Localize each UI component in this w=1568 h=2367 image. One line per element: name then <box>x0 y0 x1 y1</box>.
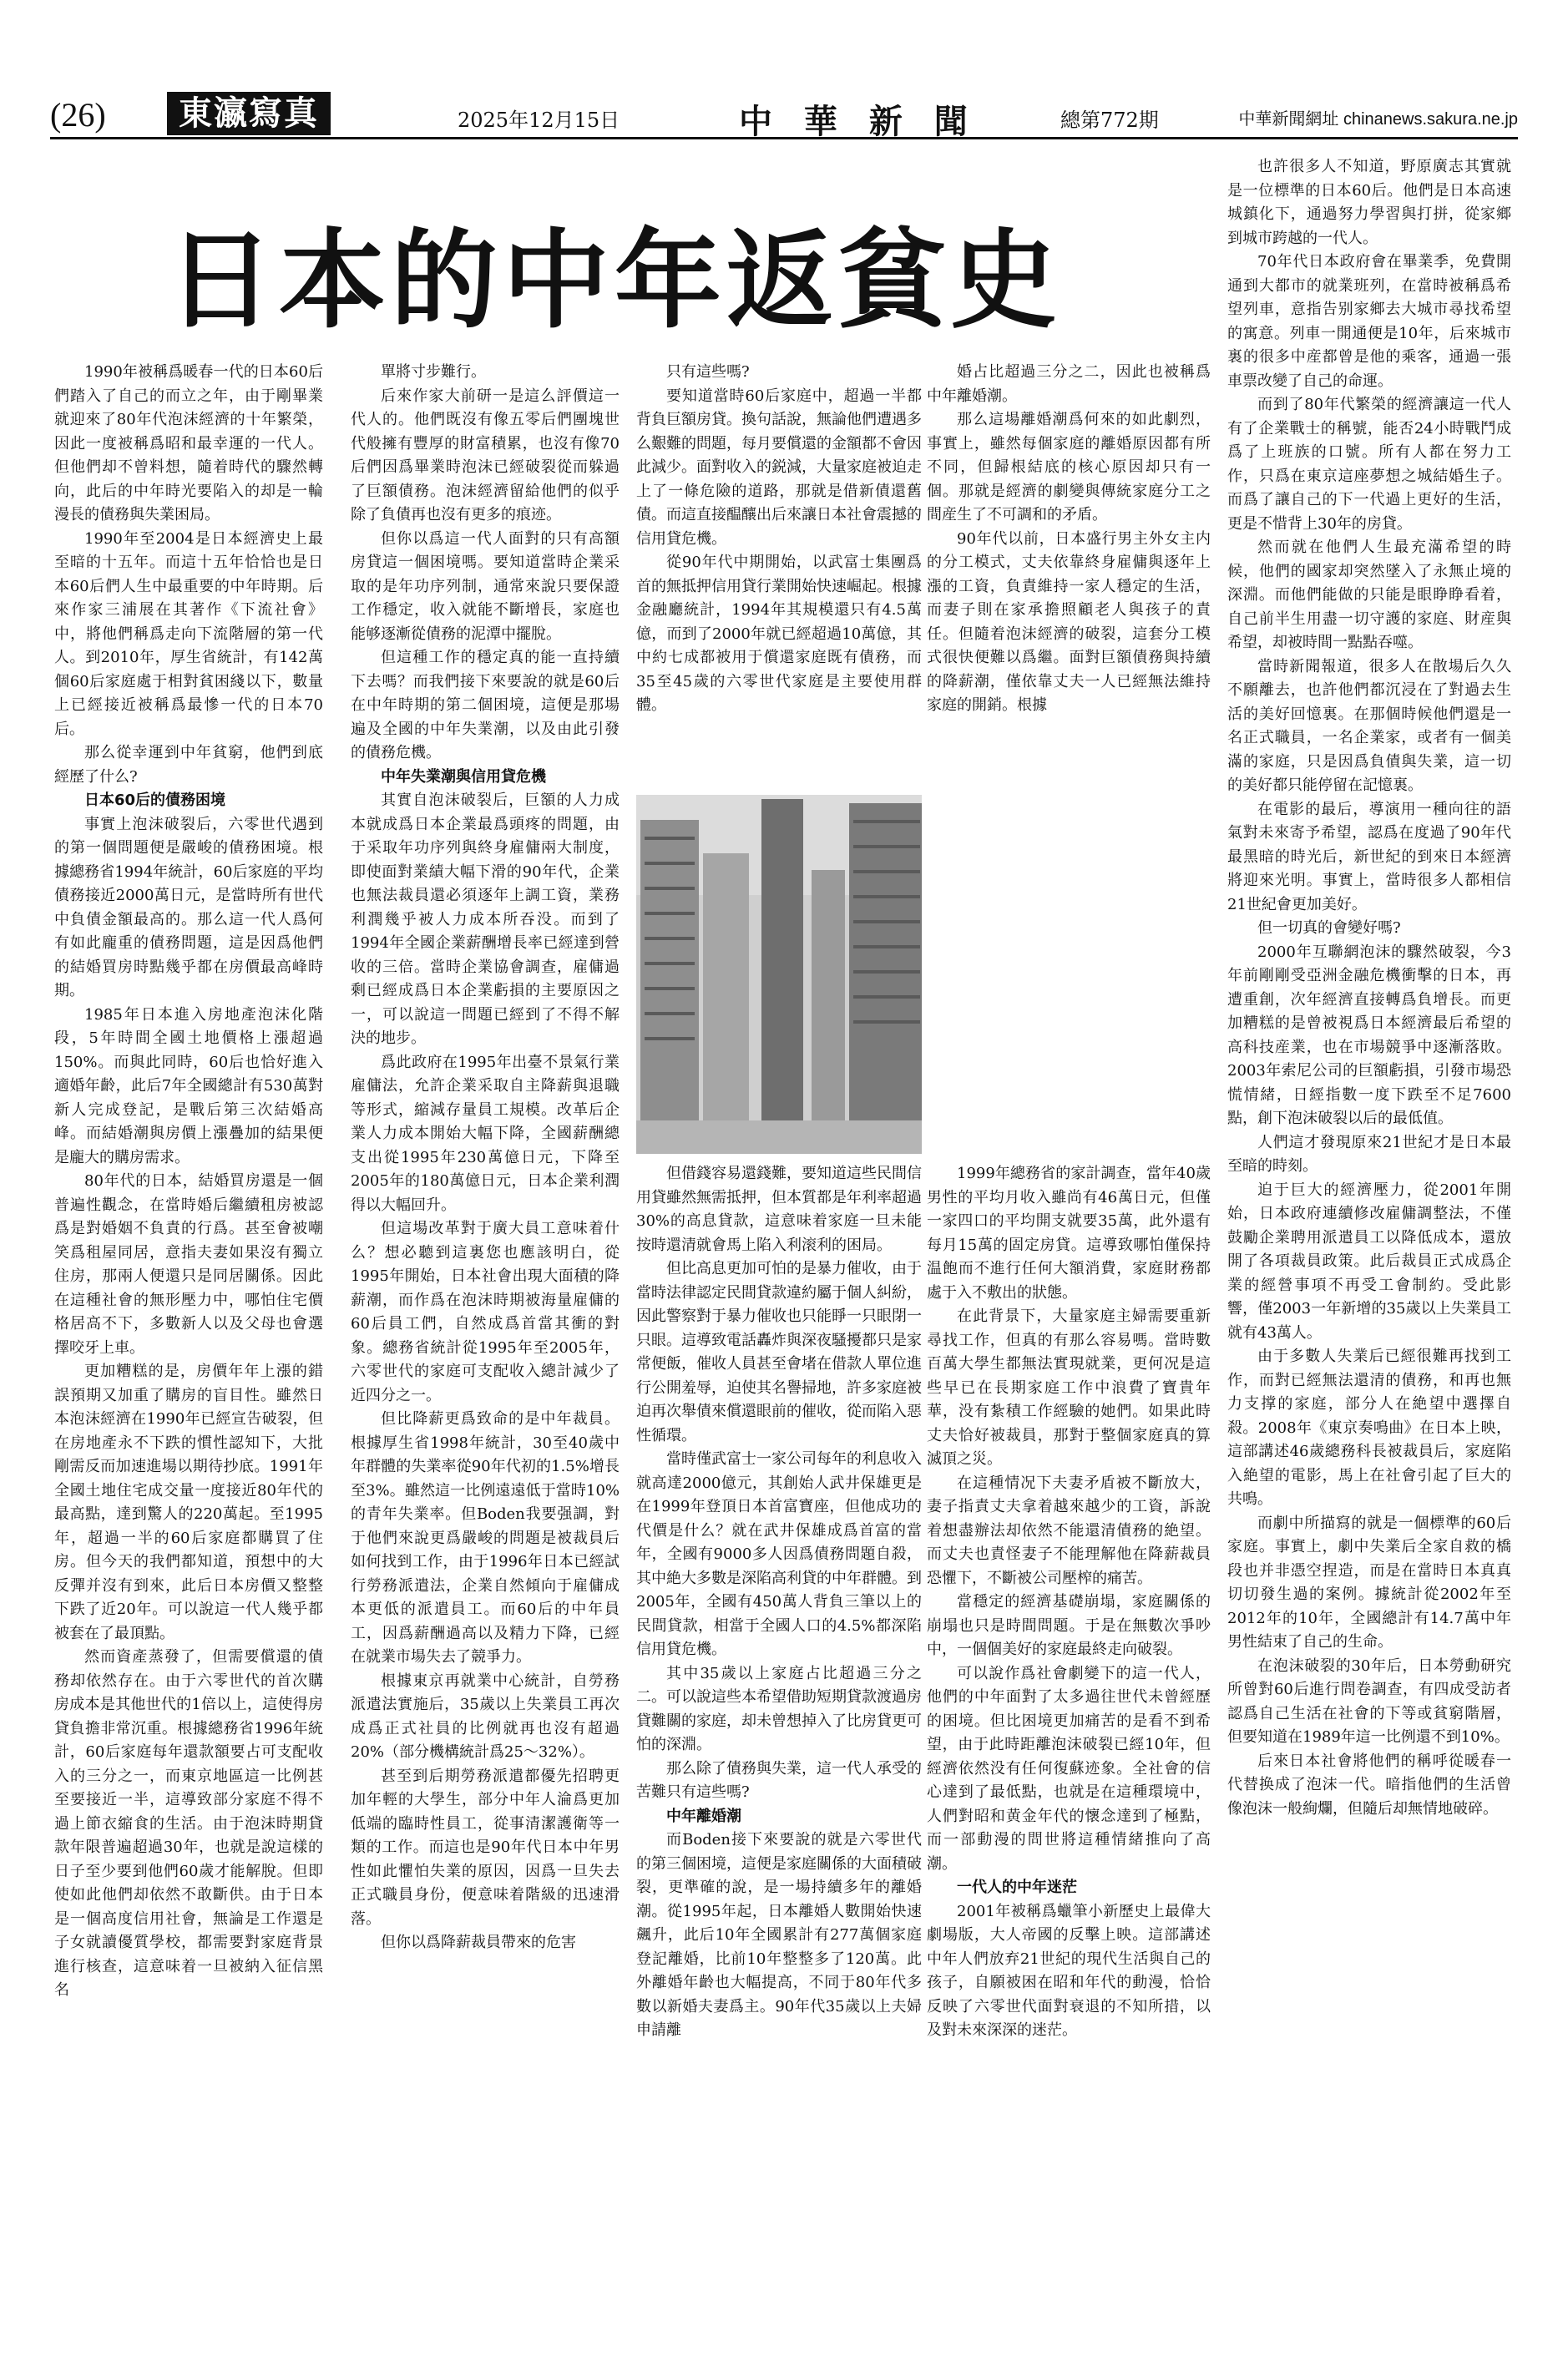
page-number: (26) <box>50 96 106 134</box>
paragraph: 事實上泡沫破裂后，六零世代遇到的第一個問題便是嚴峻的債務困境。根據總務省1994年統計，60后家庭的平均債務接近2000萬日元，是當時所有世代中負債金額最高的。那么這一代人爲何有如此龐重的債務問題，這是因爲他們的結婚買房時點幾乎都在房價最高峰時期。 <box>54 815 323 999</box>
masthead: 中 華 新 聞 <box>739 102 978 141</box>
paragraph: 那么從幸運到中年貧窮，他們到底經歷了什么? <box>54 744 323 786</box>
column-4-top <box>927 361 1211 791</box>
paragraph: 但你以爲這一代人面對的只有高額房貸這一個困境嗎。要知道當時企業采取的是年功序列制，通常來說只要保證工作穩定，收入就能不斷增長，家庭也能够逐漸從債務的泥潭中擺脫。 <box>351 529 620 643</box>
paragraph: 甚至到后期勞務派遣都優先招聘更加年輕的大學生，部分中年人淪爲更加低端的臨時性員工，從事清潔護衛等一類的工作。而這也是90年代日本中年男性如此懼怕失業的原因，因爲一旦失去正式職員身份，便意味着階級的迅速滑落。 <box>351 1767 620 1928</box>
paragraph: 1985年日本進入房地產泡沫化階段，5年時間全國土地價格上漲超過150%。而與此同時，60后也恰好進入適婚年齡，此后7年全國總計有530萬對新人完成登記，是戰后第三次結婚高峰。而結婚潮與房價上漲疊加的結果便是龐大的購房需求。 <box>54 1005 323 1166</box>
paragraph: 但一切真的會變好嗎? <box>1257 919 1401 937</box>
paragraph: 當時新聞報道，很多人在散場后久久不願離去，也許他們都沉浸在了對過去生活的美好回憶裏。在那個時候他們還是一名正式職員，一名企業家，或者有一個美滿的家庭，只是因爲負債與失業，這一切的美好都只能停留在記憶裏。 <box>1227 657 1511 794</box>
subheading-unemployment: 中年失業潮與信用貸危機 <box>381 767 546 786</box>
paragraph: 也許很多人不知道，野原廣志其實就是一位標準的日本60后。他們是日本高速城鎮化下，通過努力學習與打拼，從家鄉到城市跨越的一代人。 <box>1227 158 1511 247</box>
paragraph: 當時僅武富士一家公司每年的利息收入就高達2000億元，其創始人武井保雄更是在1999年登頂日本首富寶座，但他成功的代價是什么？就在武井保雄成爲首富的當年，全國有9000多人因爲債務問題自殺，其中絶大多數是深陷高利貸的中年群體。到2005年，全國有450萬人背負三筆以上的民間貸款，相當于全國人口的4.5%都深陷信用貸危機。 <box>636 1450 922 1658</box>
paragraph: 當穩定的經濟基礎崩塌，家庭關係的崩塌也只是時間問題。于是在無數次爭吵中，一個個美好的家庭最終走向破裂。 <box>927 1593 1211 1658</box>
paragraph: 在此背景下，大量家庭主婦需要重新尋找工作，但真的有那么容易嗎。當時數百萬大學生都無法實現就業，更何况是這些早已在長期家庭工作中浪費了寶貴年華，没有紮積工作經驗的她們。如果此時丈夫恰好被裁員，那對于整個家庭真的算滅頂之災。 <box>927 1307 1211 1468</box>
paragraph: 80年代的日本，結婚買房還是一個普遍性觀念，在當時婚后繼續租房被認爲是對婚姻不負責的行爲。甚至會被嘲笑爲租屋同居，意指夫妻如果沒有獨立住房，那兩人便還只是同居關係。因此在這種社會的無形壓力中，哪怕住宅價格居高不下，多數新人以及父母也會選擇咬牙上車。 <box>54 1172 323 1357</box>
paragraph: 然而就在他們人生最充滿希望的時候，他們的國家却突然墜入了永無止境的深淵。而他們能做的只能是眼睁睁看着，自己前半生用盡一切守護的家庭、財産與希望，却被時間一點點吞噬。 <box>1227 539 1511 651</box>
column-4-bottom <box>927 1162 1211 2296</box>
subheading-confusion: 一代人的中年迷茫 <box>957 1879 1077 1896</box>
paragraph: 而到了80年代繁榮的經濟讓這一代人有了企業戰士的稱號，能否24小時戰鬥成爲了上班族的口號。所有人都在努力工作，只爲在東京這座夢想之城結婚生子。而爲了讓自己的下一代過上更好的生活，更是不惜背上30年的房貸。 <box>1227 396 1511 533</box>
paragraph: 1990年被稱爲暖春一代的日本60后們踏入了自己的而立之年，由于剛畢業就迎來了80年代泡沫經濟的十年繁榮，因此一度被稱爲昭和最幸運的一代人。但他們却不曾料想，隨着時代的驟然轉向，此后的中年時光要陷入的却是一輪漫長的債務與失業困局。 <box>54 363 323 523</box>
paragraph: 但這種工作的穩定真的能一直持續下去嗎？而我們接下來要說的就是60后在中年時期的第二個困境，這便是那場遍及全國的中年失業潮，以及由此引發的債務危機。 <box>351 649 620 761</box>
paragraph: 但比高息更加可怕的是暴力催收，由于當時法律認定民間貸款違約屬于個人糾紛，因此警察對于暴力催收也只能睜一只眼閉一只眼。這導致電話轟炸與深夜騷擾都只是家常便飯，催收人員甚至會堵在借款人單位進行公開羞辱，迫使其名譽掃地，許多家庭被迫再次舉債來償還眼前的催收，從而陷入惡性循環。 <box>636 1260 922 1444</box>
website: 中華新聞網址 chinanews.sakura.ne.jp <box>1238 110 1518 129</box>
paragraph: 那么除了債務與失業，這一代人承受的苦難只有這些嗎? <box>636 1759 922 1801</box>
paragraph: 在這種情况下夫妻矛盾被不斷放大，妻子指責丈夫拿着越來越少的工資，訴說着想盡辦法却依然不能還清債務的絶望。而丈夫也責怪妻子不能理解他在降薪裁員恐懼下，不斷被公司壓榨的痛苦。 <box>927 1474 1211 1587</box>
subheading-debt: 日本60后的債務困境 <box>84 792 226 809</box>
paragraph: 爲此政府在1995年出臺不景氣行業雇傭法，允許企業采取自主降薪與退職等形式，縮減存量員工規模。改革后企業人力成本開始大幅下降，全國薪酬總支出從1995年230萬億日元，下降至2005年的180萬億日元，日本企業利潤得以大幅回升。 <box>351 1053 620 1214</box>
paragraph: 后來作家大前研一是這么評價這一代人的。他們既沒有像五零后們團塊世代般擁有豐厚的財富積累，也沒有像70后們因爲畢業時泡沫已經破裂從而躲過了巨額債務。泡沫經濟留給他們的似乎除了負債再也沒有更多的痕迹。 <box>351 387 620 523</box>
paragraph: 但這場改革對于廣大員工意味着什么？想必聽到這裏您也應該明白，從1995年開始，日本社會出現大面積的降薪潮，而作爲在泡沫時期被海量雇傭的60后員工們，自然成爲首當其衝的對象。總務省統計從1995年至2005年，六零世代的家庭可支配收入總計減少了近四分之一。 <box>351 1220 620 1404</box>
paragraph: 婚占比超過三分之二，因此也被稱爲中年離婚潮。 <box>927 363 1211 405</box>
paragraph: 從90年代中期開始，以武富士集團爲首的無抵押信用貸行業開始快速崛起。根據金融廳統計，1994年其規模還只有4.5萬億，而到了2000年就已經超過10萬億，其中約七成都被用于償還家庭既有債務，而35至45歲的六零世代家庭是主要使用群體。 <box>636 554 922 714</box>
column-2 <box>351 361 620 2296</box>
article-title: 日本的中年返貧史 <box>167 219 1063 343</box>
paragraph: 2000年互聯網泡沫的驟然破裂，今3年前剛剛受亞洲金融危機衝擊的日本，再遭重創，次年經濟直接轉爲負增長。而更加糟糕的是曾被視爲日本經濟最后希望的高科技産業，也在市場競爭中逐漸落敗。2003年索尼公司的巨額虧損，引發市場恐慌情緒，日經指數一度下跌至不足7600點，創下泡沫破裂以后的最低值。 <box>1227 943 1511 1127</box>
paragraph: 但借錢容易還錢難，要知道這些民間信用貸雖然無需抵押，但本質都是年利率超過30%的高息貸款，這意味着家庭一旦未能按時還清就會馬上陷入利滚利的困局。 <box>636 1165 922 1254</box>
paragraph: 其中35歲以上家庭占比超過三分之二。可以說這些本希望借助短期貸款渡過房貸難關的家庭，却未曾想掉入了比房貸更可怕的深淵。 <box>636 1664 922 1753</box>
paragraph: 根據東京再就業中心統計，自勞務派遣法實施后，35歲以上失業員工再次成爲正式社員的比例就再也沒有超過20%（部分機構統計爲25～32%）。 <box>351 1672 620 1761</box>
paragraph: 要知道當時60后家庭中，超過一半都背負巨額房貸。換句話說，無論他們遭遇多么艱難的問題，每月要償還的金額都不會因此減少。面對收入的鋭減，大量家庭被迫走上了一條危險的道路，那就是借新債還舊債。而這直接醖釀出后來讓日本社會震撼的信用貸危機。 <box>636 387 922 548</box>
column-3-bottom <box>636 1162 922 2296</box>
paragraph: 可以說作爲社會劇變下的這一代人，他們的中年面對了太多過往世代未曾經歷的困境。但比困境更加痛苦的是看不到希望，由于此時距離泡沫破裂已經10年，但經濟依然没有任何復蘇迹象。全社會的信心達到了最低點，也就是在這種環境中，人們對昭和黄金年代的懷念達到了極點，而一部動漫的問世將這種情緒推向了高潮。 <box>927 1664 1211 1873</box>
paragraph: 迫于巨大的經濟壓力，從2001年開始，日本政府連續修改雇傭調整法，不僅鼓勵企業聘用派遣員工以降低成本，還放開了各項裁員政策。此后裁員正式成爲企業的經營事項不再受工會制約。受此影響，僅2003一年新增的35歲以上失業員工就有43萬人。 <box>1227 1181 1511 1342</box>
subheading-divorce: 中年離婚潮 <box>666 1807 741 1825</box>
paragraph: 而Boden接下來要說的就是六零世代的第三個困境，這便是家庭關係的大面積破裂，更準確的說，是一場持續多年的離婚潮。從1995年起，日本離婚人數開始快速飆升，此后10年全國累計有277萬個家庭登記離婚，比前10年整整多了120萬。此外離婚年齡也大幅提高，不同于80年代多數以新婚夫妻爲主。90年代35歲以上夫婦申請離 <box>636 1831 922 2039</box>
paragraph: 由于多數人失業后已經很難再找到工作，而對已經無法還清的債務，和再也無力支撑的家庭，部分人在絶望中選擇自殺。2008年《東京奏鳴曲》在日本上映，這部講述46歲總務科長被裁員后，家庭陷入絶望的電影，馬上在社會引起了巨大的共鳴。 <box>1227 1348 1511 1508</box>
paragraph: 人們這才發現原來21世紀才是日本最至暗的時刻。 <box>1227 1133 1511 1175</box>
paragraph: 而劇中所描寫的就是一個標準的60后家庭。事實上，劇中失業后全家自救的橋段也并非憑空捏造，而是在當時日本真真切切發生過的案例。據統計從2002年至2012年的10年，全國總計有14.7萬中年男性結束了自己的生命。 <box>1227 1514 1511 1651</box>
paragraph: 1990年至2004是日本經濟史上最至暗的十五年。而這十五年恰恰也是日本60后們人生中最重要的中年時期。后來作家三浦展在其著作《下流社會》中，將他們稱爲走向下流階層的第一代人。到2010年，厚生省統計，有142萬個60后家庭處于相對貧困綫以下，數量上已經接近被稱爲最慘一代的日本70后。 <box>54 529 323 738</box>
column-1 <box>54 361 323 2296</box>
page-header <box>50 92 1518 141</box>
paragraph: 然而資產蒸發了，但需要償還的債務却依然存在。由于六零世代的首次購房成本是其他世代的1倍以上，這使得房貸負擔非常沉重。根據總務省1996年統計，60后家庭每年還款額要占可支配收入的三分之一，而東京地區這一比例甚至要接近一半，這導致部分家庭不得不過上節衣縮食的生活。由于泡沫時期貸款年限普遍超過30年，也就是說這樣的日子至少要到他們60歲才能解脫。但即使如此他們却依然不敢斷供。由于日本是一個高度信用社會，無論是工作還是子女就讀優質學校，都需要對家庭背景進行核查，這意味着一旦被納入征信黑名 <box>54 1648 323 1999</box>
city-buildings-photo <box>636 795 922 1154</box>
column-3-top <box>636 361 922 791</box>
header-rule <box>50 137 1518 139</box>
paragraph: 其實自泡沫破裂后，巨額的人力成本就成爲日本企業最爲頭疼的問題，由于采取年功序列與終身雇傭兩大制度，即使面對業績大幅下滑的90年代，企業也無法裁員還必須逐年上調工資，業務利潤幾乎被人力成本所吞没。而到了1994年全國企業薪酬增長率已經達到營收的三倍。當時企業協會調查，雇傭過剩已經成爲日本企業虧損的主要原因之一，可以說這一問題已經到了不得不解決的地步。 <box>351 792 620 1047</box>
paragraph: 2001年被稱爲蠟筆小新歷史上最偉大劇場版，大人帝國的反擊上映。這部講述中年人們放弃21世紀的現代生活與自己的孩子，自願被困在昭和年代的動漫，恰恰反映了六零世代面對衰退的不知所措，以及對未來深深的迷茫。 <box>927 1902 1211 2039</box>
paragraph: 在電影的最后，導演用一種向往的語氣對未來寄予希望，認爲在度過了90年代最黑暗的時光后，新世紀的到來日本經濟將迎來光明。事實上，當時很多人都相信21世紀會更加美好。 <box>1227 800 1511 913</box>
issue-date: 2025年12月15日 <box>458 109 620 132</box>
paragraph: 在泡沫破裂的30年后，日本勞動研究所曾對60后進行問卷調查，有四成受訪者認爲自己生活在社會的下等或貧窮階層，但要知道在1989年這一比例還不到10%。 <box>1227 1656 1511 1746</box>
paragraph: 70年代日本政府會在畢業季，免費開通到大都市的就業班列，在當時被稱爲希望列車，意指告别家鄉去大城市尋找希望的寓意。列車一開通便是10年，后來城市裏的很多中産都曾是他的乘客，通過一張車票改變了自己的命運。 <box>1227 253 1511 390</box>
paragraph: 后來日本社會將他們的稱呼從暖春一代替换成了泡沫一代。暗指他們的生活曾像泡沫一般絢爛，但隨后却無情地破碎。 <box>1227 1752 1511 1818</box>
paragraph: 那么這場離婚潮爲何來的如此劇烈，事實上，雖然每個家庭的離婚原因都有所不同，但歸根結底的核心原因却只有一個。那就是經濟的劇變與傳統家庭分工之間産生了不可調和的矛盾。 <box>927 411 1211 523</box>
column-5 <box>1227 155 1511 2296</box>
paragraph: 只有這些嗎? <box>666 363 750 381</box>
paragraph: 90年代以前，日本盛行男主外女主内的分工模式，丈夫依靠終身雇傭與逐年上漲的工資，負責維持一家人穩定的生活，而妻子則在家承擔照顧老人與孩子的責任。但隨着泡沫經濟的破裂，這套分工模式很快便難以爲繼。面對巨額債務與持續的降薪潮，僅依靠丈夫一人已經無法維持家庭的開銷。根據 <box>927 529 1211 714</box>
paragraph: 但你以爲降薪裁員帶來的危害 <box>381 1934 576 1951</box>
paragraph: 1999年總務省的家計調查，當年40歲男性的平均月收入雖尚有46萬日元，但僅一家四口的平均開支就要35萬，此外還有每月15萬的固定房貸。這導致哪怕僅保持温飽而不進行任何大額消費，家庭財務都處于入不敷出的狀態。 <box>927 1165 1211 1302</box>
issue-number: 總第772期 <box>1060 109 1159 132</box>
paragraph: 單將寸步難行。 <box>381 363 486 381</box>
paragraph: 但比降薪更爲致命的是中年裁員。根據厚生省1998年統計，30至40歲中年群體的失業率從90年代初的1.5%增長至3%。雖然這一比例遠遠低于當時10%的青年失業率。但Boden我要强調，對于他們來說更爲嚴峻的問題是被裁員后如何找到工作，由于1996年日本已經試行勞務派遣法，企業自然傾向于雇傭成本更低的派遣員工。而60后的中年員工，因爲薪酬過高以及精力下降，已經在就業市場失去了競爭力。 <box>351 1410 620 1666</box>
paragraph: 更加糟糕的是，房價年年上漲的錯誤預期又加重了購房的盲目性。雖然日本泡沫經濟在1990年已經宣告破裂，但在房地產永不下跌的慣性認知下，大批剛需反而加速進場以期待抄底。1991年全國土地住宅成交量一度接近80年代的最高點，達到驚人的220萬起。至1995年，超過一半的60后家庭都購買了住房。但今天的我們都知道，預想中的大反彈并沒有到來，此后日本房價又整整下跌了近20年。可以說這一代人幾乎都被套在了最頂點。 <box>54 1363 323 1642</box>
section-label: 東瀛寫真 <box>167 92 331 135</box>
